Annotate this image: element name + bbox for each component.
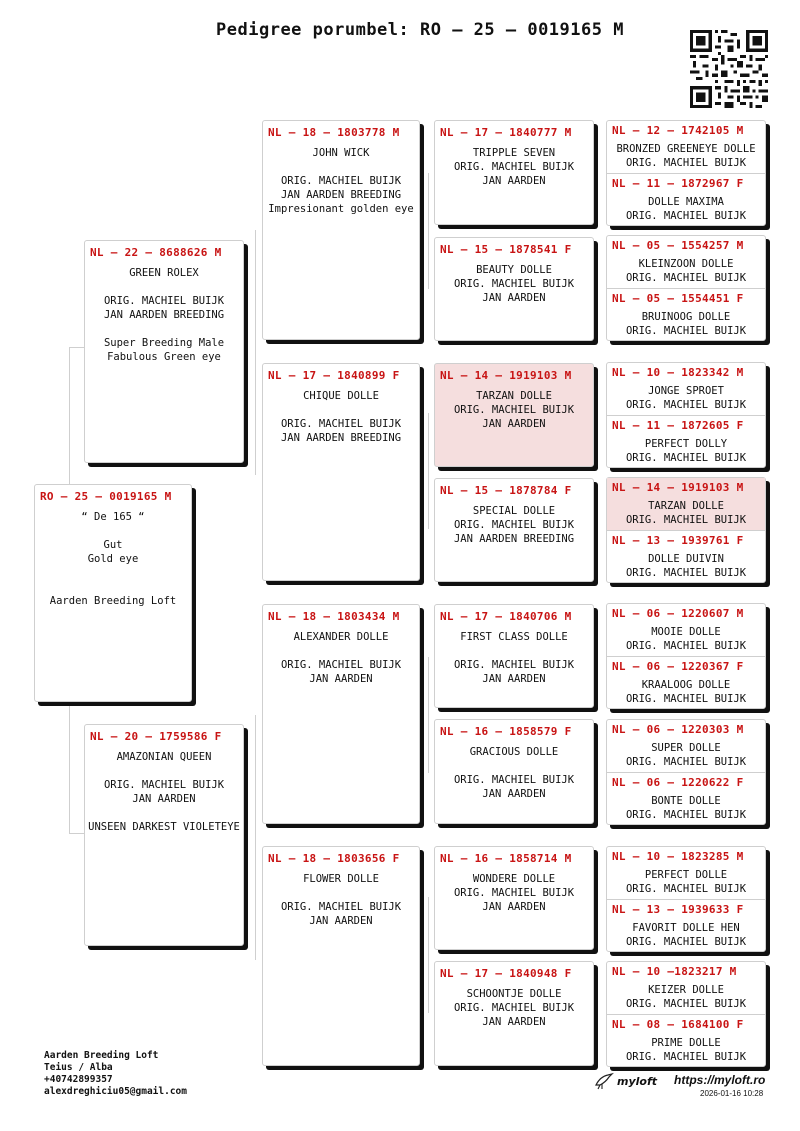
pedigree-pair-gen4 bbox=[606, 603, 766, 709]
ring-number: NL – 17 – 1840948 F bbox=[440, 967, 572, 980]
generated-timestamp: 2026-01-16 10:28 bbox=[700, 1089, 764, 1098]
pigeon-name: WONDERE DOLLE bbox=[472, 873, 556, 885]
pigeon-info: ORIG. MACHIEL BUIJK JAN AARDEN bbox=[453, 659, 575, 685]
page-title: Pedigree porumbel: RO – 25 – 0019165 M bbox=[216, 20, 624, 40]
connector-line bbox=[255, 715, 256, 960]
pigeon-info: ORIG. MACHIEL BUIJK JAN AARDEN BREEDING Impresionant golden eye bbox=[268, 175, 414, 215]
pigeon-name: DOLLE MAXIMA bbox=[648, 196, 724, 208]
pedigree-card-grandsire-paternal[interactable] bbox=[262, 120, 420, 340]
pigeon-info: ORIG. MACHIEL BUIJK bbox=[625, 567, 747, 579]
pedigree-card-gen3[interactable] bbox=[434, 719, 594, 824]
pedigree-pair-gen4 bbox=[606, 235, 766, 341]
myloft-logo bbox=[594, 1071, 657, 1091]
pigeon-info: ORIG. MACHIEL BUIJK bbox=[625, 998, 747, 1010]
pigeon-name: KRAALOOG DOLLE bbox=[641, 679, 731, 691]
pigeon-name: FAVORIT DOLLE HEN bbox=[632, 922, 740, 934]
pedigree-card-gen3[interactable] bbox=[434, 237, 594, 341]
ring-number: NL – 22 – 8688626 M bbox=[90, 246, 222, 259]
logo-text: myloft bbox=[617, 1074, 658, 1088]
pigeon-info: ORIG. MACHIEL BUIJK bbox=[625, 693, 747, 705]
pigeon-info: ORIG. MACHIEL BUIJK JAN AARDEN bbox=[453, 161, 575, 187]
pigeon-info: ORIG. MACHIEL BUIJK JAN AARDEN bbox=[453, 278, 575, 304]
pigeon-info: ORIG. MACHIEL BUIJK JAN AARDEN bbox=[280, 901, 402, 927]
phone-number[interactable]: +40742899357 bbox=[44, 1074, 113, 1085]
pigeon-name: CHIQUE DOLLE bbox=[303, 390, 379, 402]
connector-line bbox=[428, 897, 429, 1013]
email-address[interactable]: alexdreghiciu05@gmail.com bbox=[44, 1086, 187, 1097]
pedigree-pair-gen4 bbox=[606, 477, 766, 583]
ring-number: NL – 06 – 1220622 F bbox=[612, 776, 744, 789]
ring-number: NL – 17 – 1840899 F bbox=[268, 369, 400, 382]
connector-line bbox=[69, 347, 85, 348]
pigeon-info: ORIG. MACHIEL BUIJK JAN AARDEN bbox=[453, 887, 575, 913]
pigeon-info: ORIG. MACHIEL BUIJK JAN AARDEN bbox=[453, 774, 575, 800]
connector-line bbox=[428, 173, 429, 289]
pigeon-info: ORIG. MACHIEL BUIJK JAN AARDEN BREEDING Super Breeding Male Fabulous Green eye bbox=[103, 295, 225, 363]
pigeon-name: TRIPPLE SEVEN bbox=[472, 147, 556, 159]
pedigree-card-gen4[interactable] bbox=[607, 174, 765, 227]
pigeon-info: ORIG. MACHIEL BUIJK bbox=[625, 210, 747, 222]
pigeon-info: ORIG. MACHIEL BUIJK bbox=[625, 399, 747, 411]
ring-number: NL – 12 – 1742105 M bbox=[612, 124, 744, 137]
ring-number: NL – 10 – 1823342 M bbox=[612, 366, 744, 379]
ring-number: NL – 16 – 1858579 F bbox=[440, 725, 572, 738]
pigeon-name: MOOIE DOLLE bbox=[651, 626, 721, 638]
pigeon-name: JONGE SPROET bbox=[648, 385, 724, 397]
pedigree-card-gen4[interactable] bbox=[607, 900, 765, 953]
ring-number: NL – 10 – 1823285 M bbox=[612, 850, 744, 863]
pigeon-name: TARZAN DOLLE bbox=[648, 500, 724, 512]
pigeon-name: GRACIOUS DOLLE bbox=[469, 746, 559, 758]
pedigree-card-granddam-paternal[interactable] bbox=[262, 363, 420, 581]
ring-number: NL – 06 – 1220367 F bbox=[612, 660, 744, 673]
pigeon-info: ORIG. MACHIEL BUIJK bbox=[625, 883, 747, 895]
pigeon-info: ORIG. MACHIEL BUIJK bbox=[625, 514, 747, 526]
pedigree-card-gen4[interactable] bbox=[607, 363, 765, 415]
pigeon-name: DOLLE DUIVIN bbox=[648, 553, 724, 565]
pigeon-name: SUPER DOLLE bbox=[651, 742, 721, 754]
pedigree-card-gen4[interactable] bbox=[607, 121, 765, 173]
connector-line bbox=[428, 657, 429, 773]
pigeon-info: ORIG. MACHIEL BUIJK bbox=[625, 1051, 747, 1063]
pedigree-card-gen4[interactable] bbox=[607, 720, 765, 772]
pedigree-card-gen4[interactable] bbox=[607, 531, 765, 584]
pedigree-card-gen4[interactable] bbox=[607, 1015, 765, 1068]
pedigree-card-gen3[interactable] bbox=[434, 478, 594, 582]
pigeon-info: Gut Gold eye Aarden Breeding Loft bbox=[49, 539, 177, 607]
pigeon-info: ORIG. MACHIEL BUIJK JAN AARDEN bbox=[280, 659, 402, 685]
pigeon-name: JOHN WICK bbox=[312, 147, 370, 159]
pigeon-name: BEAUTY DOLLE bbox=[476, 264, 552, 276]
pigeon-info: ORIG. MACHIEL BUIJK JAN AARDEN BREEDING bbox=[280, 418, 402, 444]
pigeon-name: BRONZED GREENEYE DOLLE bbox=[616, 143, 756, 155]
pedigree-pair-gen4 bbox=[606, 961, 766, 1067]
pigeon-name: KEIZER DOLLE bbox=[648, 984, 724, 996]
pedigree-card-gen3[interactable] bbox=[434, 604, 594, 708]
pigeon-name: “ De 165 “ bbox=[81, 511, 145, 523]
pigeon-name: BRUINOOG DOLLE bbox=[641, 311, 731, 323]
pedigree-pair-gen4 bbox=[606, 362, 766, 468]
pedigree-card-gen4[interactable] bbox=[607, 962, 765, 1014]
pedigree-card-mother[interactable] bbox=[84, 724, 244, 946]
ring-number: NL – 16 – 1858714 M bbox=[440, 852, 572, 865]
ring-number: NL – 15 – 1878541 F bbox=[440, 243, 572, 256]
pigeon-info: ORIG. MACHIEL BUIJK JAN AARDEN bbox=[453, 404, 575, 430]
pigeon-info: ORIG. MACHIEL BUIJK bbox=[625, 640, 747, 652]
pedigree-card-gen4[interactable] bbox=[607, 236, 765, 288]
ring-number: NL – 11 – 1872967 F bbox=[612, 177, 744, 190]
pedigree-card-subject[interactable] bbox=[34, 484, 192, 702]
pedigree-card-father[interactable] bbox=[84, 240, 244, 463]
ring-number: NL – 18 – 1803778 M bbox=[268, 126, 400, 139]
pigeon-info: ORIG. MACHIEL BUIJK bbox=[625, 325, 747, 337]
pigeon-name: ALEXANDER DOLLE bbox=[293, 631, 389, 643]
pedigree-card-gen3[interactable] bbox=[434, 961, 594, 1066]
pigeon-info: ORIG. MACHIEL BUIJK JAN AARDEN bbox=[453, 1002, 575, 1028]
ring-number: NL – 10 –1823217 M bbox=[612, 965, 737, 978]
pigeon-name: FLOWER DOLLE bbox=[303, 873, 379, 885]
ring-number: NL – 13 – 1939761 F bbox=[612, 534, 744, 547]
ring-number: NL – 06 – 1220303 M bbox=[612, 723, 744, 736]
ring-number: NL – 11 – 1872605 F bbox=[612, 419, 744, 432]
pedigree-pair-gen4 bbox=[606, 719, 766, 825]
pigeon-name: PRIME DOLLE bbox=[651, 1037, 721, 1049]
pedigree-card-gen3[interactable] bbox=[434, 120, 594, 225]
pigeon-name: GREEN ROLEX bbox=[129, 267, 199, 279]
connector-line bbox=[69, 833, 85, 834]
pigeon-name: KLEINZOON DOLLE bbox=[638, 258, 734, 270]
pedigree-card-gen4-highlighted[interactable] bbox=[607, 478, 765, 530]
loft-name: Aarden Breeding Loft bbox=[44, 1050, 159, 1061]
ring-number: NL – 15 – 1878784 F bbox=[440, 484, 572, 497]
ring-number: NL – 13 – 1939633 F bbox=[612, 903, 744, 916]
pigeon-info: ORIG. MACHIEL BUIJK JAN AARDEN UNSEEN DARKEST VIOLETEYE bbox=[88, 779, 240, 833]
ring-number: NL – 14 – 1919103 M bbox=[440, 369, 572, 382]
pigeon-name: PERFECT DOLLY bbox=[644, 438, 728, 450]
pigeon-logo-icon bbox=[594, 1071, 614, 1091]
pedigree-card-gen4[interactable] bbox=[607, 847, 765, 899]
pigeon-name: AMAZONIAN QUEEN bbox=[116, 751, 212, 763]
pedigree-card-gen4[interactable] bbox=[607, 773, 765, 826]
pigeon-name: SPECIAL DOLLE bbox=[472, 505, 556, 517]
ring-number: NL – 14 – 1919103 M bbox=[612, 481, 744, 494]
pigeon-name: PERFECT DOLLE bbox=[644, 869, 728, 881]
ring-number: NL – 20 – 1759586 F bbox=[90, 730, 222, 743]
connector-line bbox=[428, 413, 429, 529]
loft-location: Teius / Alba bbox=[44, 1062, 113, 1073]
pigeon-info: ORIG. MACHIEL BUIJK bbox=[625, 936, 747, 948]
pigeon-name: SCHOONTJE DOLLE bbox=[466, 988, 562, 1000]
pedigree-card-gen3-highlighted[interactable] bbox=[434, 363, 594, 467]
ring-number: NL – 18 – 1803656 F bbox=[268, 852, 400, 865]
pigeon-info: ORIG. MACHIEL BUIJK JAN AARDEN BREEDING bbox=[453, 519, 575, 545]
pigeon-name: FIRST CLASS DOLLE bbox=[460, 631, 568, 643]
pedigree-card-gen4[interactable] bbox=[607, 416, 765, 469]
pigeon-name: TARZAN DOLLE bbox=[476, 390, 552, 402]
ring-number: NL – 17 – 1840777 M bbox=[440, 126, 572, 139]
pigeon-info: ORIG. MACHIEL BUIJK bbox=[625, 157, 747, 169]
ring-number: NL – 05 – 1554257 M bbox=[612, 239, 744, 252]
pigeon-info: ORIG. MACHIEL BUIJK bbox=[625, 756, 747, 768]
pigeon-info: ORIG. MACHIEL BUIJK bbox=[625, 452, 747, 464]
pedigree-card-grandsire-maternal[interactable] bbox=[262, 604, 420, 824]
ring-number: NL – 17 – 1840706 M bbox=[440, 610, 572, 623]
qr-code-icon[interactable] bbox=[690, 30, 768, 108]
pedigree-card-gen4[interactable] bbox=[607, 657, 765, 710]
ring-number: NL – 08 – 1684100 F bbox=[612, 1018, 744, 1031]
ring-number: RO – 25 – 0019165 M bbox=[40, 490, 172, 503]
owner-contact-block bbox=[44, 1050, 187, 1098]
pedigree-pair-gen4 bbox=[606, 846, 766, 952]
pedigree-pair-gen4 bbox=[606, 120, 766, 226]
pedigree-card-gen4[interactable] bbox=[607, 289, 765, 342]
ring-number: NL – 06 – 1220607 M bbox=[612, 607, 744, 620]
website-link[interactable]: https://myloft.ro bbox=[674, 1073, 766, 1087]
ring-number: NL – 18 – 1803434 M bbox=[268, 610, 400, 623]
pedigree-card-gen4[interactable] bbox=[607, 604, 765, 656]
pigeon-info: ORIG. MACHIEL BUIJK bbox=[625, 272, 747, 284]
pedigree-card-granddam-maternal[interactable] bbox=[262, 846, 420, 1066]
pigeon-name: BONTE DOLLE bbox=[651, 795, 721, 807]
connector-line bbox=[255, 230, 256, 475]
pedigree-card-gen3[interactable] bbox=[434, 846, 594, 950]
pigeon-info: ORIG. MACHIEL BUIJK bbox=[625, 809, 747, 821]
ring-number: NL – 05 – 1554451 F bbox=[612, 292, 744, 305]
